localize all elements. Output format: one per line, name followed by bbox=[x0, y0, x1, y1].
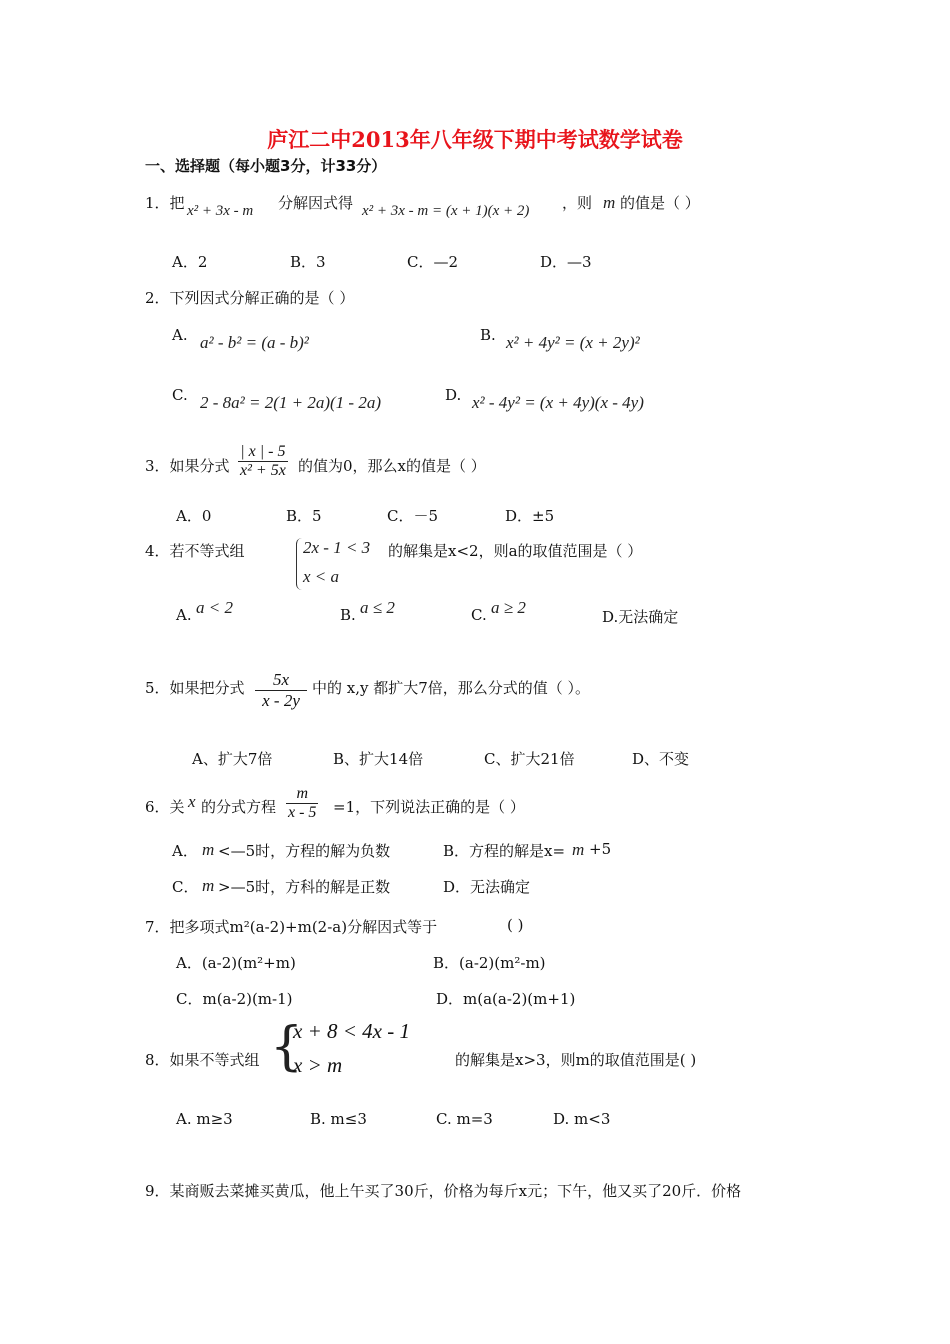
q6-b-var: m bbox=[572, 840, 585, 859]
q4-post: 的解集是x<2，则a的取值范围是（ ） bbox=[388, 542, 643, 560]
page-title: 庐江二中2013年八年级下期中考试数学试卷 bbox=[267, 127, 683, 152]
q1-prefix: 1．把 bbox=[145, 194, 185, 212]
q5-post: 中的 x,y 都扩大7倍，那么分式的值（ ）。 bbox=[312, 679, 591, 697]
q8-option-c: C. m=3 bbox=[436, 1110, 493, 1128]
q8-line1: x + 8 < 4x - 1 bbox=[293, 1019, 410, 1043]
q6-option-d: D．无法确定 bbox=[443, 878, 531, 896]
q1-option-a: A．2 bbox=[172, 253, 208, 271]
q3-prefix: 3．如果分式 bbox=[145, 457, 230, 475]
q2-d-expr: x² - 4y² = (x + 4y)(x - 4y) bbox=[472, 393, 644, 412]
q3-option-c: C．－5 bbox=[387, 507, 439, 525]
q9-stem: 9．某商贩去菜摊买黄瓜，他上午买了30斤，价格为每斤x元；下午，他又买了20斤．价格 bbox=[145, 1182, 742, 1200]
q4-a-expr: a < 2 bbox=[196, 598, 233, 617]
q5-fraction bbox=[255, 670, 307, 711]
q3-denominator: x² + 5x bbox=[240, 462, 286, 479]
q1-expression: x² + 3x - m bbox=[187, 203, 254, 219]
q6-fraction bbox=[286, 785, 318, 822]
q2-stem: 2．下列因式分解正确的是（ ） bbox=[145, 289, 355, 307]
q6-a-var: m bbox=[202, 840, 215, 859]
q4-prefix: 4．若不等式组 bbox=[145, 542, 245, 560]
q4-b-label: B. bbox=[340, 606, 356, 624]
q4-c-label: C. bbox=[471, 606, 487, 624]
q2-c-label: C. bbox=[172, 386, 188, 404]
q1-option-c: C．—2 bbox=[407, 253, 459, 271]
q4-a-label: A. bbox=[176, 606, 192, 624]
q4-option-d: D.无法确定 bbox=[602, 608, 679, 626]
q2-a-label: A. bbox=[172, 326, 188, 344]
q1-option-d: D．—3 bbox=[540, 253, 592, 271]
q6-numerator: m bbox=[286, 785, 318, 804]
q2-b-expr: x² + 4y² = (x + 2y)² bbox=[506, 333, 640, 352]
q5-prefix: 5．如果把分式 bbox=[145, 679, 245, 697]
q6-c-post: >—5时，方科的解是正数 bbox=[218, 878, 391, 896]
q4-line1: 2x - 1 < 3 bbox=[303, 538, 371, 557]
q1-factored: x² + 3x - m = (x + 1)(x + 2) bbox=[362, 203, 530, 219]
q6-b-post: +5 bbox=[589, 840, 612, 858]
q3-post: 的值为0，那么x的值是（ ） bbox=[298, 457, 486, 475]
q2-c-expr: 2 - 8a² = 2(1 + 2a)(1 - 2a) bbox=[200, 393, 382, 412]
q8-line2: x > m bbox=[293, 1053, 343, 1077]
q3-option-b: B．5 bbox=[286, 507, 322, 525]
q7-option-b: B．(a-2)(m²-m) bbox=[433, 954, 546, 972]
q8-prefix: 8．如果不等式组 bbox=[145, 1051, 260, 1069]
q7-paren: ( ) bbox=[507, 916, 524, 934]
q5-option-d: D、不变 bbox=[632, 750, 690, 768]
q7-option-d: D．m(a(a-2)(m+1) bbox=[436, 990, 576, 1008]
q6-mid: 的分式方程 bbox=[201, 798, 277, 816]
q2-b-label: B. bbox=[480, 326, 496, 344]
q5-option-a: A、扩大7倍 bbox=[192, 750, 273, 768]
q1-var: m bbox=[603, 193, 616, 212]
q6-c-var: m bbox=[202, 876, 215, 895]
q8-brace: { bbox=[270, 1017, 304, 1077]
q6-var: x bbox=[188, 792, 196, 811]
q6-c-pre: C． bbox=[172, 878, 199, 896]
q3-option-d: D．±5 bbox=[505, 507, 555, 525]
q7-option-c: C．m(a-2)(m-1) bbox=[176, 990, 293, 1008]
q4-b-expr: a ≤ 2 bbox=[360, 598, 395, 617]
q6-post: =1，下列说法正确的是（ ） bbox=[333, 798, 525, 816]
q6-prefix: 6．关 bbox=[145, 798, 185, 816]
q8-option-b: B. m≤3 bbox=[310, 1110, 367, 1128]
q3-option-a: A．0 bbox=[176, 507, 212, 525]
q6-a-pre: A． bbox=[172, 842, 198, 860]
q5-option-c: C、扩大21倍 bbox=[484, 750, 575, 768]
q8-option-a: A. m≥3 bbox=[176, 1110, 233, 1128]
q3-fraction bbox=[238, 443, 288, 480]
q7-stem: 7．把多项式m²(a-2)+m(2-a)分解因式等于 bbox=[145, 918, 438, 936]
q6-denominator: x - 5 bbox=[288, 804, 317, 821]
q5-option-b: B、扩大14倍 bbox=[333, 750, 424, 768]
q2-a-expr: a² - b² = (a - b)² bbox=[200, 333, 309, 352]
q1-option-b: B．3 bbox=[290, 253, 326, 271]
q7-option-a: A．(a-2)(m²+m) bbox=[176, 954, 296, 972]
q2-d-label: D. bbox=[445, 386, 462, 404]
q1-mid: 分解因式得 bbox=[278, 194, 354, 212]
q1-post: 的值是（ ） bbox=[620, 194, 700, 212]
q8-option-d: D. m<3 bbox=[553, 1110, 611, 1128]
q3-numerator: | x | - 5 bbox=[238, 443, 288, 462]
q6-a-post: <—5时，方程的解为负数 bbox=[218, 842, 391, 860]
q5-numerator: 5x bbox=[255, 670, 307, 691]
section-heading: 一、选择题（每小题3分，计33分） bbox=[145, 157, 387, 175]
q1-then: ，则 bbox=[562, 194, 593, 212]
q5-denominator: x - 2y bbox=[262, 691, 300, 710]
q4-line2: x < a bbox=[303, 567, 340, 586]
q4-c-expr: a ≥ 2 bbox=[491, 598, 526, 617]
q8-post: 的解集是x>3，则m的取值范围是( ) bbox=[455, 1051, 697, 1069]
q4-brace bbox=[296, 538, 303, 590]
q6-b-pre: B．方程的解是x= bbox=[443, 842, 566, 860]
